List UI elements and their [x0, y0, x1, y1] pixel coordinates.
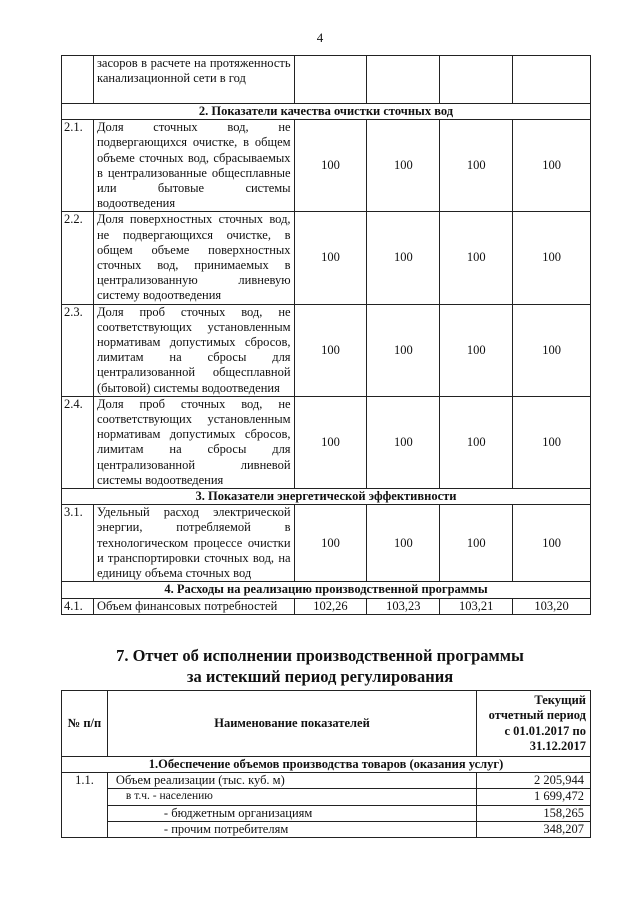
report-table: [61, 690, 591, 838]
table-row: [62, 505, 591, 582]
value-cell: 100: [513, 304, 591, 396]
table-row: [62, 821, 591, 837]
value-cell: 103,20: [513, 598, 591, 614]
value-cell: 100: [513, 396, 591, 488]
col-header-number: № п/п: [62, 691, 108, 757]
table-row: [62, 56, 591, 104]
value-cell: 100: [367, 396, 440, 488]
row-number: 2.2.: [62, 212, 94, 304]
table-row: [62, 396, 591, 488]
value-cell: [294, 56, 367, 104]
value-cell: 100: [440, 120, 513, 212]
col-header-name: Наименование показателей: [107, 691, 476, 757]
value-cell: 100: [367, 120, 440, 212]
section-heading: [0, 645, 640, 687]
row-description: Доля сточных вод, не подвергающихся очистке, в общем объеме сточных вод, сбрасываемых в централизованные общесплавные или бытовые системы водоотведения: [93, 120, 294, 212]
table-row: [62, 789, 591, 805]
col-header-period: Текущий отчетный период с 01.01.2017 по 31.12.2017: [477, 691, 591, 757]
value-cell: 102,26: [294, 598, 367, 614]
value-cell: 100: [367, 212, 440, 304]
value-cell: [440, 56, 513, 104]
row-name: Объем реализации (тыс. куб. м): [107, 773, 476, 789]
heading-line-2: за истекший период регулирования: [186, 667, 454, 686]
table-row: [62, 304, 591, 396]
table-row: [62, 120, 591, 212]
value-cell: 100: [513, 120, 591, 212]
row-description: Доля проб сточных вод, не соответствующих установленным нормативам допустимых сбросов, лимитам на сбросы для централизованной ливневой системы водоотведения: [93, 396, 294, 488]
section-header: 4. Расходы на реализацию производственной программы: [62, 582, 591, 598]
value-cell: 100: [440, 212, 513, 304]
value-cell: 100: [294, 120, 367, 212]
row-number: 1.1.: [62, 773, 108, 838]
value-cell: 100: [513, 505, 591, 582]
value-cell: 100: [294, 212, 367, 304]
heading-line-1: 7. Отчет об исполнении производственной программы: [116, 646, 524, 665]
page-number: 4: [316, 30, 324, 45]
value-cell: [513, 56, 591, 104]
value-cell: 100: [294, 396, 367, 488]
table-row: [62, 805, 591, 821]
row-value: 1 699,472: [477, 789, 591, 805]
row-name: - прочим потребителям: [107, 821, 476, 837]
indicators-table: [61, 55, 591, 615]
row-description: Доля проб сточных вод, не соответствующих установленным нормативам допустимых сбросов, лимитам на сбросы для централизованной общесплавной (бытовой) системы водоотведения: [93, 304, 294, 396]
value-cell: 100: [294, 505, 367, 582]
value-cell: 100: [440, 396, 513, 488]
row-number: 4.1.: [62, 598, 94, 614]
value-cell: 100: [367, 304, 440, 396]
table-row: [62, 598, 591, 614]
table-row: [62, 212, 591, 304]
row-number: 2.3.: [62, 304, 94, 396]
value-cell: 100: [513, 212, 591, 304]
value-cell: 103,23: [367, 598, 440, 614]
section-header: 1.Обеспечение объемов производства товаров (оказания услуг): [62, 757, 591, 773]
value-cell: 100: [440, 304, 513, 396]
value-cell: 100: [294, 304, 367, 396]
value-cell: 100: [440, 505, 513, 582]
row-value: 2 205,944: [477, 773, 591, 789]
row-name: - бюджетным организациям: [107, 805, 476, 821]
section-header: 3. Показатели энергетической эффективности: [62, 489, 591, 505]
row-description: засоров в расчете на протяженность канализационной сети в год: [93, 56, 294, 104]
row-name: в т.ч. - населению: [107, 789, 476, 805]
row-number: 2.4.: [62, 396, 94, 488]
value-cell: [367, 56, 440, 104]
row-description: Доля поверхностных сточных вод, не подвергающихся очистке, в общем объеме поверхностных сточных вод, принимаемых в централизованную ливневую систему водоотведения: [93, 212, 294, 304]
section-header: 2. Показатели качества очистки сточных вод: [62, 104, 591, 120]
value-cell: 100: [367, 505, 440, 582]
row-number: 3.1.: [62, 505, 94, 582]
row-description: Объем финансовых потребностей: [93, 598, 294, 614]
value-cell: 103,21: [440, 598, 513, 614]
row-number: [62, 56, 94, 104]
table-row: [62, 773, 591, 789]
row-description: Удельный расход электрической энергии, потребляемой в технологическом процессе очистки и транспортировки сточных вод, на единицу объема сточных вод: [93, 505, 294, 582]
row-value: 348,207: [477, 821, 591, 837]
row-value: 158,265: [477, 805, 591, 821]
row-number: 2.1.: [62, 120, 94, 212]
